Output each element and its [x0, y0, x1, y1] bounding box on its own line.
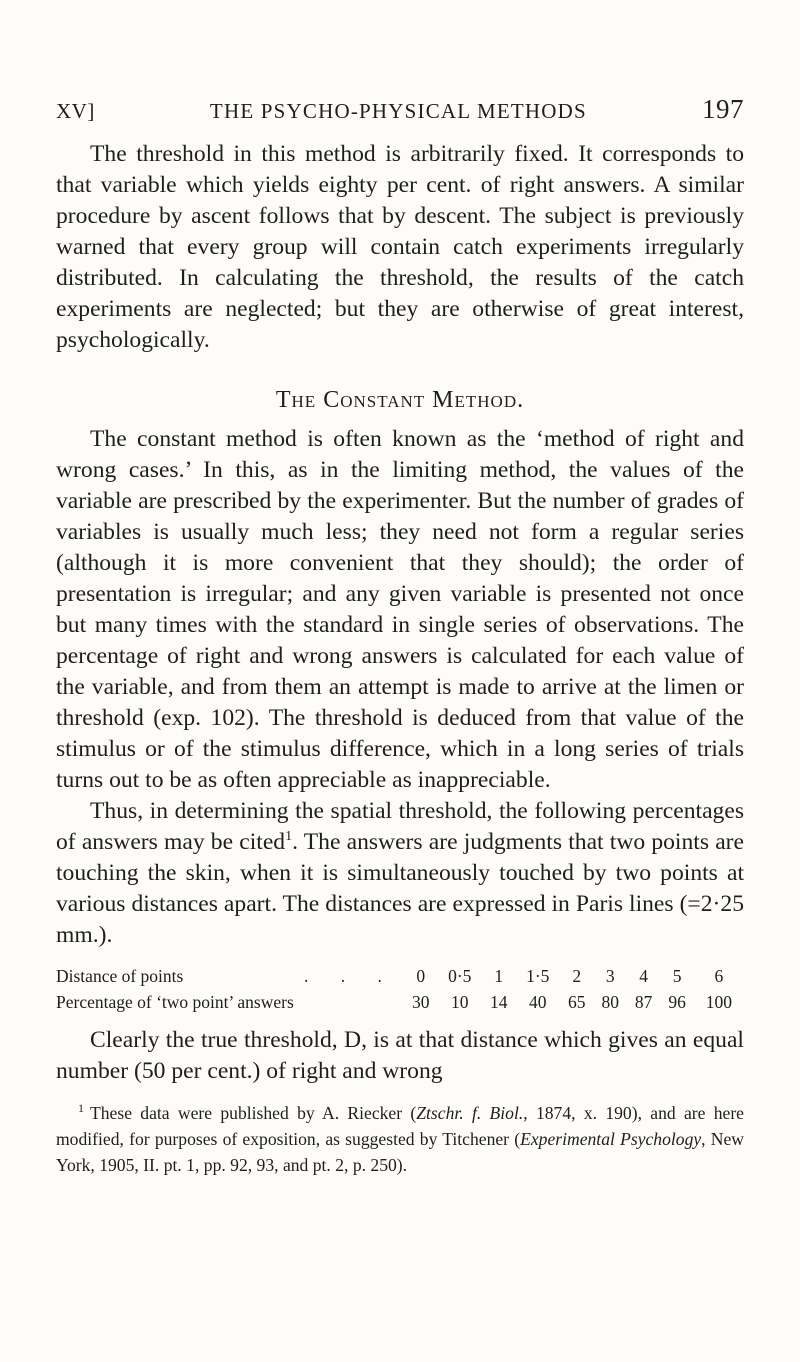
percentage-cell: 96	[668, 992, 686, 1012]
percentage-cell: 10	[450, 992, 469, 1012]
distance-cell: 2	[572, 966, 582, 986]
row-label-distance: Distance of points	[56, 966, 184, 986]
distance-cell: 1	[494, 966, 504, 986]
percentage-cell: 87	[634, 992, 653, 1012]
running-title: THE PSYCHO-PHYSICAL METHODS	[209, 99, 587, 123]
distance-cell: 5	[672, 966, 682, 986]
percentage-cell: 80	[601, 992, 619, 1012]
row-label-percentage: Percentage of ‘two point’ answers	[56, 992, 294, 1012]
distance-cell: 3	[605, 966, 615, 986]
paragraph-4: Clearly the true threshold, D, is at that distance which gives an equal number (50 per cent.) of right and wrong	[56, 1027, 744, 1084]
distance-cell: 0	[416, 966, 426, 986]
percentage-cell: 14	[489, 992, 508, 1012]
distance-percentage-table	[56, 963, 744, 1015]
chapter-number: XV]	[56, 99, 95, 123]
leader-dots: . . .	[304, 966, 396, 986]
distance-cell: 4	[639, 966, 648, 986]
paragraph-2: The constant method is often known as the ‘method of right and wrong cases.’ In this, as in the limiting method, the values of the variable are prescribed by the experimenter. But the number of grades of variables is usually much less; they need not form a regular series (although it is more convenient that they should); the order of presentation is irregular; and any given variable is presented not once but many times with the standard in single series of observations. The percentage of right and wrong answers is calculated for each value of the variable, and from them an attempt is made to arrive at the limen or threshold (exp. 102). The threshold is deduced from that value of the stimulus or of the stimulus difference, which in a long series of trials turns out to be as often appreciable as inappreciable.	[56, 426, 744, 793]
paragraph-3	[56, 796, 744, 951]
percentage-cell: 30	[411, 992, 430, 1012]
distance-cell: 0·5	[448, 966, 472, 986]
paragraph-1: The threshold in this method is arbitrarily fixed. It corresponds to that variable which yields eighty per cent. of right answers. A similar procedure by ascent follows that by descent. The subject is previously warned that every group will contain catch experiments irregularly distributed. In calculating the threshold, the results of the catch experiments are neglected; but they are otherwise of great interest, psychologically.	[56, 141, 744, 353]
percentage-cell: 40	[528, 992, 547, 1012]
table-row-percentage	[56, 989, 744, 1015]
percentage-cell: 65	[568, 992, 586, 1012]
page-body	[56, 139, 744, 1178]
footnote-mark: 1	[78, 1101, 84, 1115]
percentage-cell: 100	[705, 992, 733, 1012]
distance-cell: 6	[714, 966, 724, 986]
distance-cell: 1·5	[526, 966, 550, 986]
footnote-text-a: These data were published by A. Riecker (	[90, 1102, 417, 1123]
paragraph-3-text-b: . The answers are judgments that two points are touching the skin, when it is simultaneously touched by two points at various distances apart. The distances are expressed in Paris lines (=2·25 mm.).	[56, 829, 744, 948]
footnote-text-c: , New York, 1905, II. pt. 1, pp. 92, 93, and pt. 2, p. 250).	[56, 1128, 744, 1175]
table-row-distance	[56, 963, 744, 989]
page-number: 197	[702, 94, 744, 124]
running-header	[56, 94, 744, 125]
footnote	[56, 1095, 744, 1178]
section-heading: The Constant Method.	[275, 387, 525, 413]
footnote-book: Experimental Psychology	[520, 1128, 702, 1149]
footnote-reference: 1	[285, 829, 293, 845]
footnote-text-b: , 1874, x. 190), and are here modified, for purposes of exposition, as suggested by Titchener (	[56, 1102, 744, 1149]
paragraph-3-text-a: Thus, in determining the spatial threshold, the following percentages of answers may be cited	[56, 798, 744, 855]
footnote-journal: Ztschr. f. Biol.	[416, 1102, 524, 1123]
